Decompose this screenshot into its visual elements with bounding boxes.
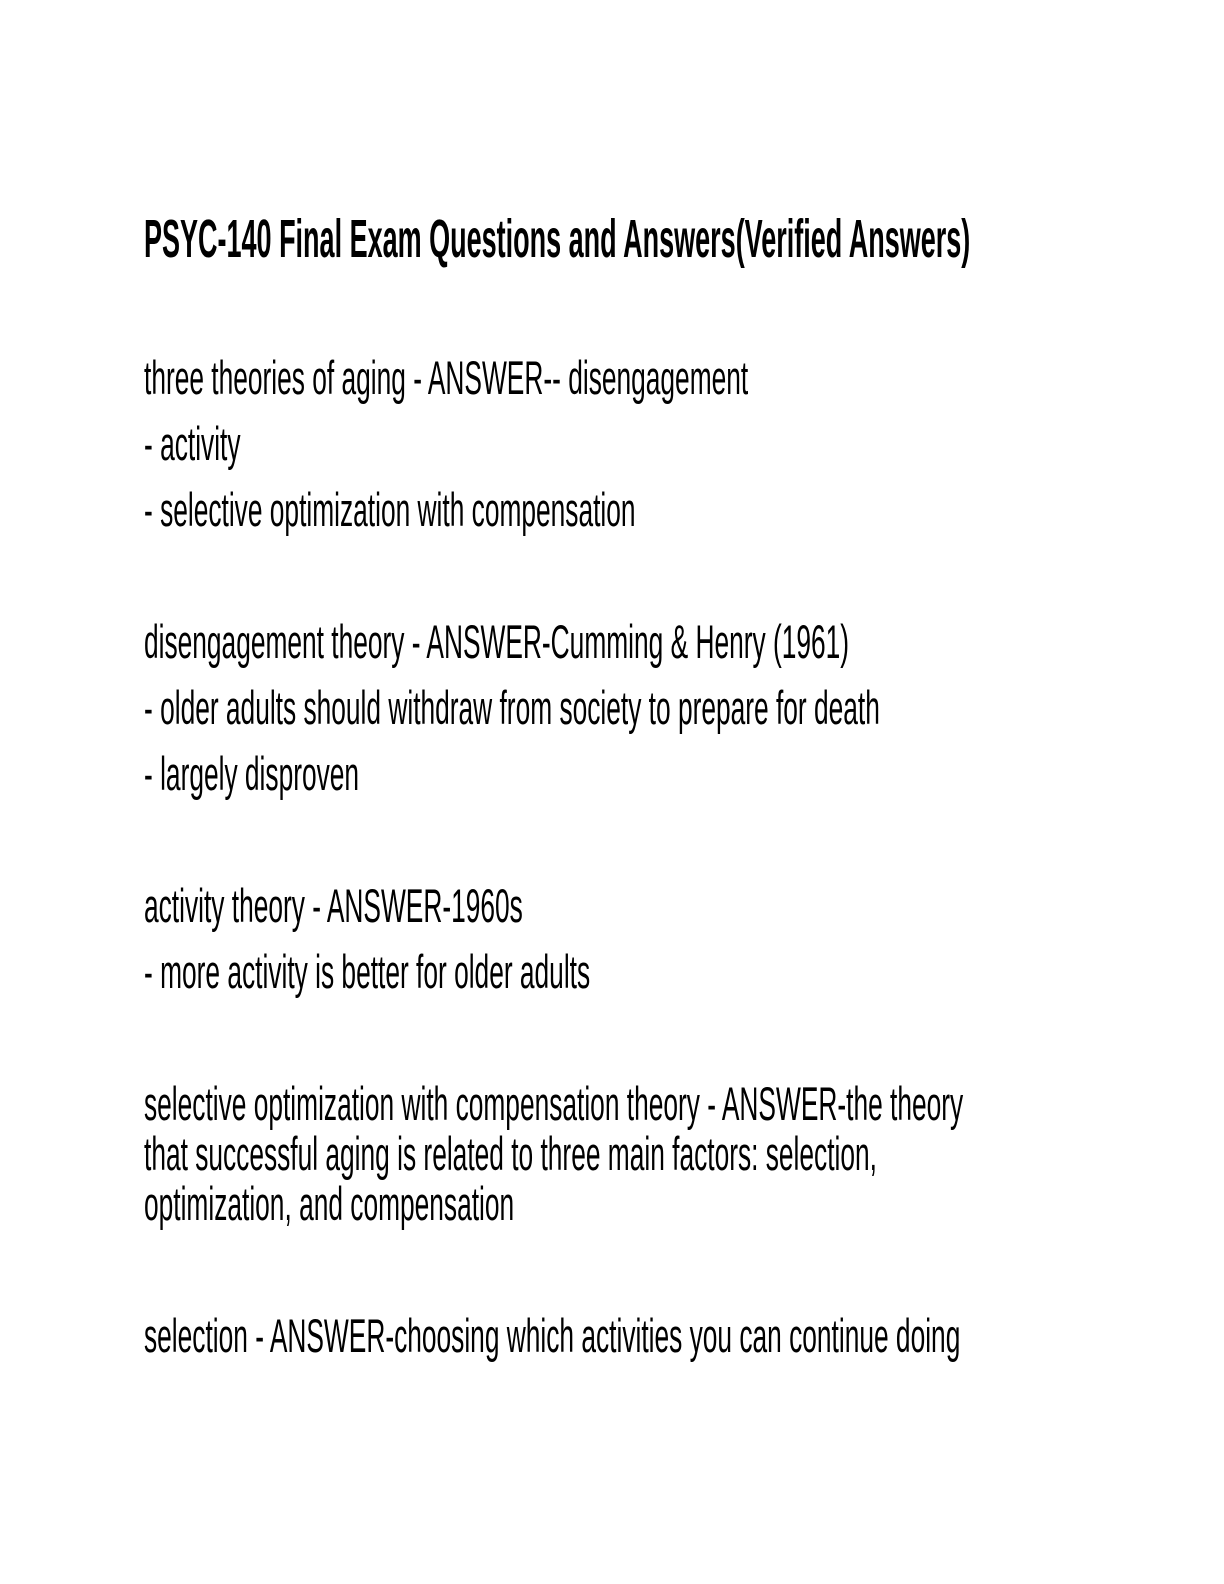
qa-group-disengagement-theory <box>144 617 1184 799</box>
qa-bullet <box>144 947 1184 997</box>
text-line <box>144 749 1184 799</box>
text-line <box>144 881 1184 931</box>
document-title-text: PSYC-140 Final Exam Questions and Answers(Verified Answers) <box>144 209 971 269</box>
qa-question-answer <box>144 353 1184 403</box>
qa-bullet <box>144 485 1184 535</box>
qa-bullet <box>144 419 1184 469</box>
qa-question-answer <box>144 881 1184 931</box>
text-line-content: optimization, and compensation <box>144 1177 515 1230</box>
qa-bullet <box>144 683 1184 733</box>
text-line-content: disengagement theory - ANSWER-Cumming & Henry (1961) <box>144 615 850 668</box>
qa-group-activity-theory <box>144 881 1184 997</box>
text-line-content: - more activity is better for older adults <box>144 945 591 998</box>
text-line <box>144 419 1184 469</box>
qa-group-selection <box>144 1311 1184 1361</box>
qa-question-answer <box>144 617 1184 667</box>
document-content <box>144 0 1184 1443</box>
text-line-content: selection - ANSWER-choosing which activities you can continue doing <box>144 1309 961 1362</box>
text-line <box>144 353 1184 403</box>
text-line-content: - selective optimization with compensation <box>144 483 636 536</box>
text-line-content: selective optimization with compensation theory - ANSWER-the theory <box>144 1077 964 1130</box>
document-title <box>144 210 1184 268</box>
qa-question-answer <box>144 1079 1184 1229</box>
text-line <box>144 617 1184 667</box>
text-line-content: that successful aging is related to three main factors: selection, <box>144 1127 877 1180</box>
text-line <box>144 1179 1184 1229</box>
text-line <box>144 947 1184 997</box>
text-line-content: - activity <box>144 417 241 470</box>
qa-question-answer <box>144 1311 1184 1361</box>
qa-group-soc-theory <box>144 1079 1184 1229</box>
text-line-content: - largely disproven <box>144 747 360 800</box>
qa-bullet <box>144 749 1184 799</box>
text-line-content: three theories of aging - ANSWER-- disengagement <box>144 351 749 404</box>
text-line-content: - older adults should withdraw from society to prepare for death <box>144 681 880 734</box>
text-line <box>144 1311 1184 1361</box>
text-line <box>144 485 1184 535</box>
text-line <box>144 1079 1184 1129</box>
text-line-content: activity theory - ANSWER-1960s <box>144 879 523 932</box>
text-line <box>144 1129 1184 1179</box>
qa-group-theories-of-aging <box>144 353 1184 535</box>
text-line <box>144 683 1184 733</box>
